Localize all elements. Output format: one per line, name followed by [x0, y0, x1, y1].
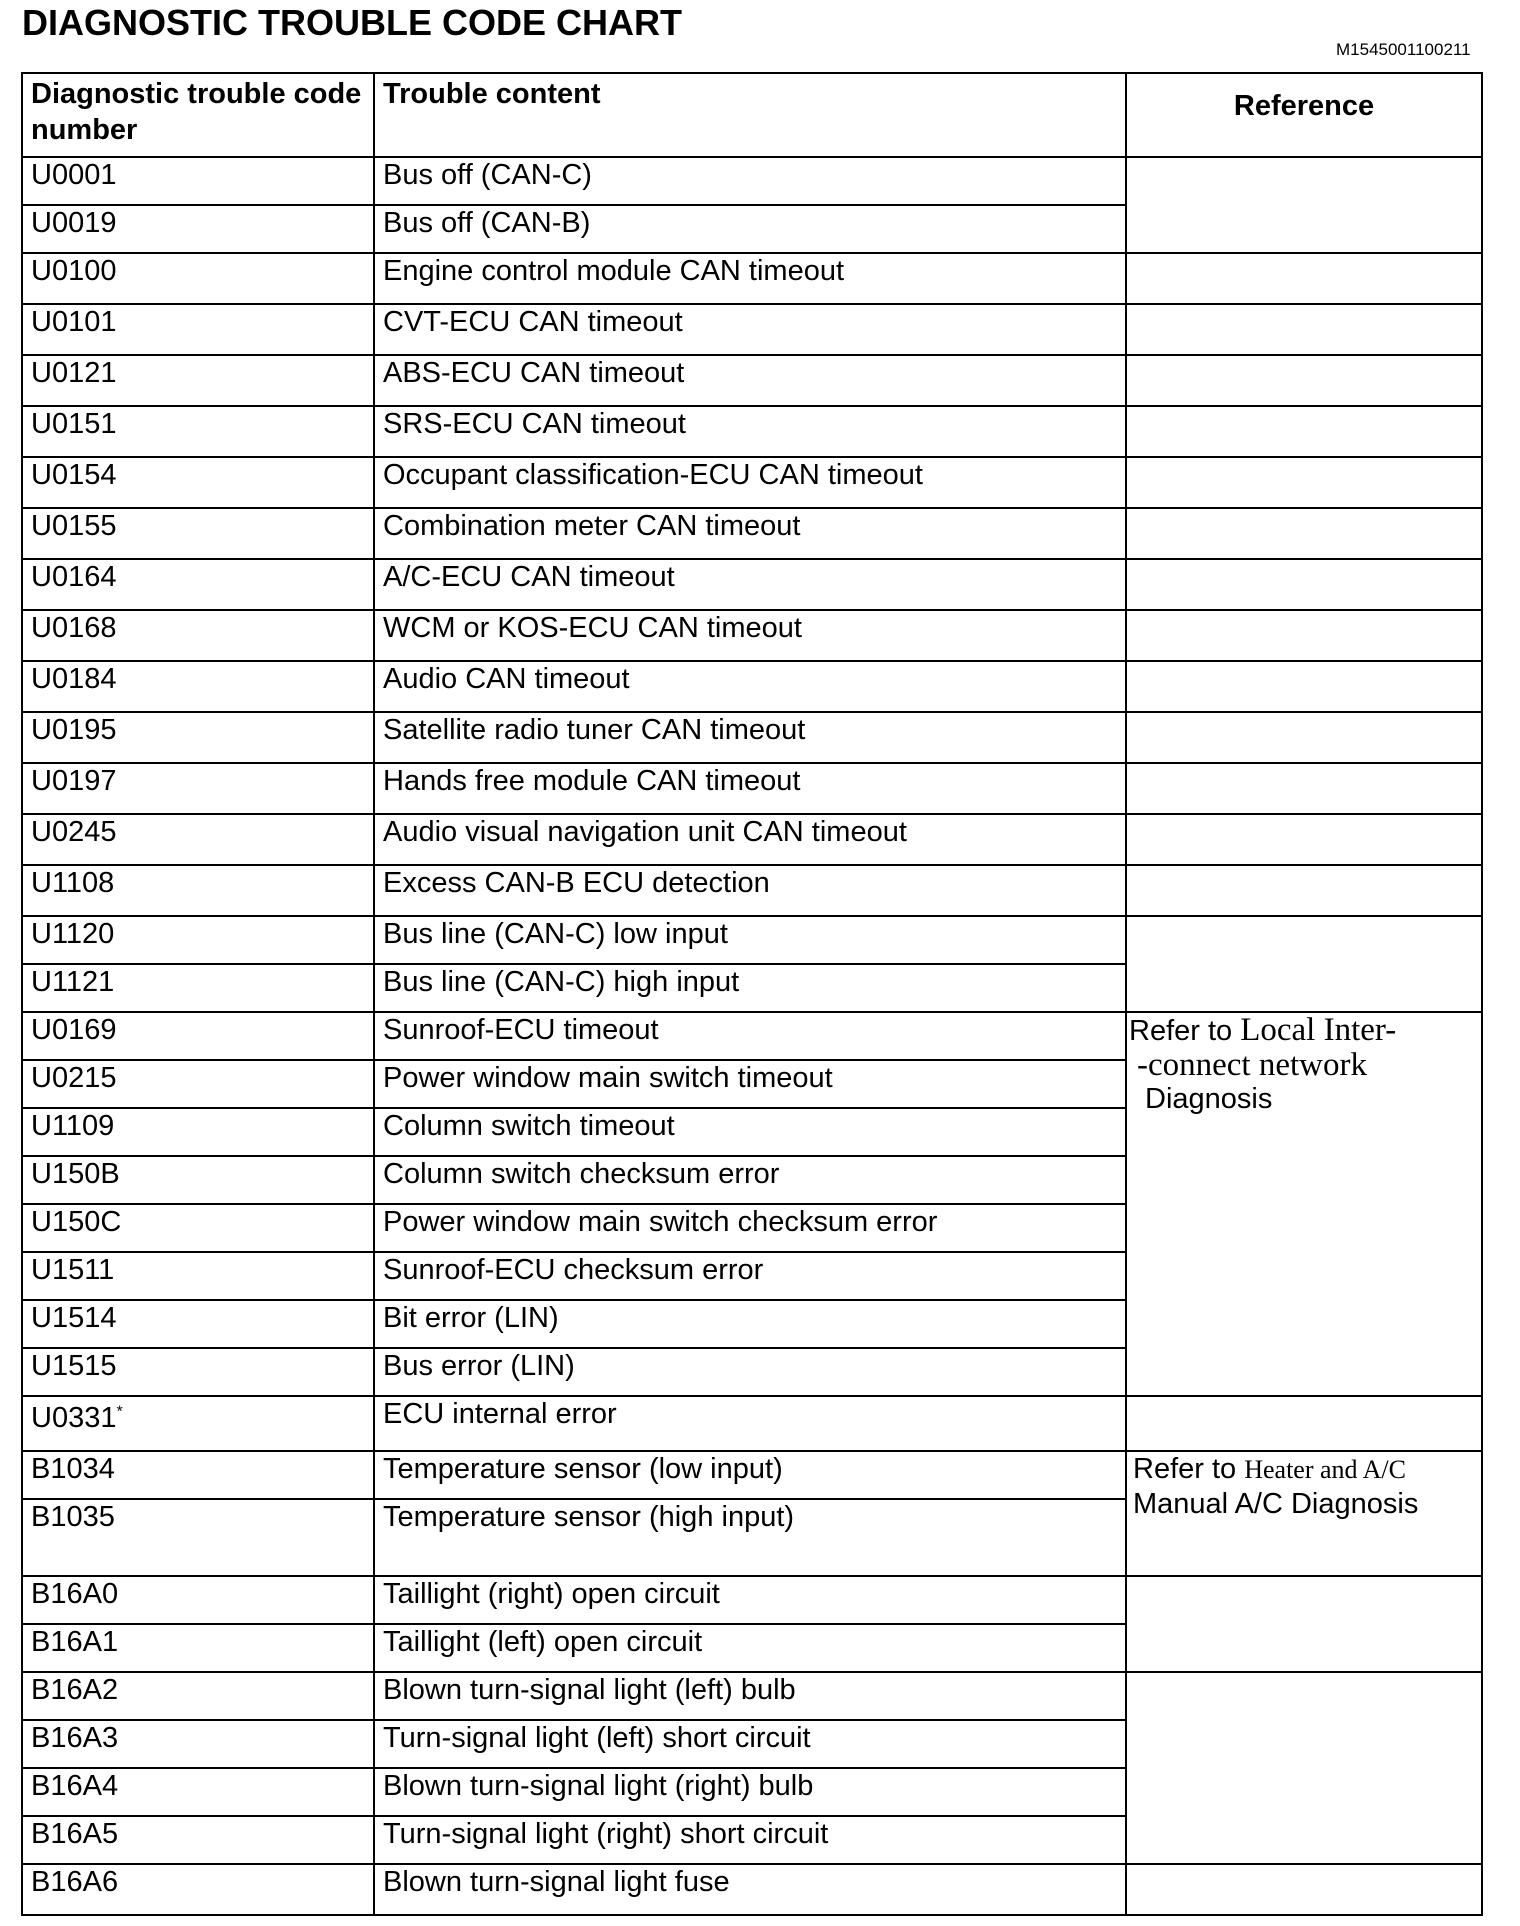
- reference-cell: [1126, 457, 1482, 508]
- code-cell: U0019: [22, 205, 374, 253]
- table-row: [22, 457, 1482, 508]
- table-row: [22, 865, 1482, 916]
- reference-cell: [1126, 559, 1482, 610]
- code-cell: B16A5: [22, 1816, 374, 1864]
- content-cell: Turn-signal light (right) short circuit: [374, 1816, 1126, 1864]
- content-cell: Bus off (CAN-B): [374, 205, 1126, 253]
- reference-cell: [1126, 253, 1482, 304]
- page-title: DIAGNOSTIC TROUBLE CODE CHART: [22, 2, 682, 43]
- code-cell: U0154: [22, 457, 374, 508]
- content-cell: Temperature sensor (high input): [374, 1499, 1126, 1576]
- code-cell: B16A0: [22, 1576, 374, 1624]
- table-row: [22, 253, 1482, 304]
- reference-cell: [1126, 406, 1482, 457]
- code-cell: B16A3: [22, 1720, 374, 1768]
- code-cell: U0195: [22, 712, 374, 763]
- code-cell: [22, 1396, 374, 1451]
- reference-prefix: Refer to: [1133, 1453, 1245, 1485]
- code-cell: U0184: [22, 661, 374, 712]
- content-cell: Sunroof-ECU timeout: [374, 1012, 1126, 1060]
- content-cell: Sunroof-ECU checksum error: [374, 1252, 1126, 1300]
- table-row: [22, 508, 1482, 559]
- code-cell: U0245: [22, 814, 374, 865]
- code-cell: U0169: [22, 1012, 374, 1060]
- code-cell: U1108: [22, 865, 374, 916]
- header-content: Trouble content: [374, 73, 1126, 157]
- code-text: U0331: [31, 1402, 117, 1434]
- reference-cell-ac: [1126, 1451, 1482, 1576]
- table-row: [22, 916, 1482, 964]
- content-cell: CVT-ECU CAN timeout: [374, 304, 1126, 355]
- code-cell: U0100: [22, 253, 374, 304]
- reference-cell: [1126, 814, 1482, 865]
- content-cell: Blown turn-signal light fuse: [374, 1864, 1126, 1915]
- reference-link-lin[interactable]: Local Inter-: [1240, 1012, 1397, 1048]
- content-cell: Excess CAN-B ECU detection: [374, 865, 1126, 916]
- code-cell: U150C: [22, 1204, 374, 1252]
- content-cell: Power window main switch timeout: [374, 1060, 1126, 1108]
- header-code: Diagnostic trouble code number: [22, 73, 374, 157]
- reference-cell: [1126, 865, 1482, 916]
- reference-suffix: Diagnosis: [1145, 1083, 1273, 1115]
- content-cell: Bus line (CAN-C) high input: [374, 964, 1126, 1012]
- content-cell: A/C-ECU CAN timeout: [374, 559, 1126, 610]
- content-cell: Audio CAN timeout: [374, 661, 1126, 712]
- content-cell: Blown turn-signal light (left) bulb: [374, 1672, 1126, 1720]
- content-cell: Engine control module CAN timeout: [374, 253, 1126, 304]
- reference-cell: [1126, 508, 1482, 559]
- table-row: [22, 1396, 1482, 1451]
- content-cell: Turn-signal light (left) short circuit: [374, 1720, 1126, 1768]
- reference-cell: [1126, 157, 1482, 253]
- reference-cell: [1126, 916, 1482, 1012]
- table-row: [22, 763, 1482, 814]
- content-cell: SRS-ECU CAN timeout: [374, 406, 1126, 457]
- reference-cell: [1126, 1672, 1482, 1864]
- table-row: [22, 355, 1482, 406]
- content-cell: Combination meter CAN timeout: [374, 508, 1126, 559]
- code-cell: B16A1: [22, 1624, 374, 1672]
- header-reference: Reference: [1126, 73, 1482, 157]
- code-cell: B16A6: [22, 1864, 374, 1915]
- footnote-mark: *: [116, 1403, 123, 1421]
- code-cell: U0001: [22, 157, 374, 205]
- content-cell: Bit error (LIN): [374, 1300, 1126, 1348]
- content-cell: Temperature sensor (low input): [374, 1451, 1126, 1499]
- reference-link-lin-continued[interactable]: -connect network: [1137, 1047, 1367, 1083]
- table-row: [22, 661, 1482, 712]
- content-cell: Blown turn-signal light (right) bulb: [374, 1768, 1126, 1816]
- table-row: [22, 610, 1482, 661]
- reference-cell: [1126, 712, 1482, 763]
- code-cell: B1035: [22, 1499, 374, 1576]
- code-cell: U0215: [22, 1060, 374, 1108]
- code-cell: U1514: [22, 1300, 374, 1348]
- content-cell: ECU internal error: [374, 1396, 1126, 1451]
- reference-suffix: Manual A/C Diagnosis: [1133, 1488, 1419, 1520]
- document-id: M1545001100211: [1336, 40, 1471, 59]
- table-row: [22, 157, 1482, 205]
- code-cell: U1120: [22, 916, 374, 964]
- reference-cell: [1126, 355, 1482, 406]
- content-cell: WCM or KOS-ECU CAN timeout: [374, 610, 1126, 661]
- content-cell: Occupant classification-ECU CAN timeout: [374, 457, 1126, 508]
- code-cell: U0121: [22, 355, 374, 406]
- code-cell: U1109: [22, 1108, 374, 1156]
- code-cell: U0164: [22, 559, 374, 610]
- table-row: [22, 712, 1482, 763]
- code-cell: U1515: [22, 1348, 374, 1396]
- content-cell: Satellite radio tuner CAN timeout: [374, 712, 1126, 763]
- code-cell: U1511: [22, 1252, 374, 1300]
- code-cell: B16A4: [22, 1768, 374, 1816]
- code-cell: U0151: [22, 406, 374, 457]
- table-row: [22, 406, 1482, 457]
- table-row: [22, 1864, 1482, 1915]
- reference-prefix: Refer to: [1129, 1015, 1241, 1047]
- table-row: [22, 1451, 1482, 1499]
- reference-cell: [1126, 1576, 1482, 1672]
- code-cell: B1034: [22, 1451, 374, 1499]
- code-cell: U0101: [22, 304, 374, 355]
- reference-cell: [1126, 304, 1482, 355]
- table-row: [22, 814, 1482, 865]
- reference-cell: [1126, 763, 1482, 814]
- header-row: [22, 73, 1482, 157]
- reference-cell: [1126, 661, 1482, 712]
- table-row: [22, 1672, 1482, 1720]
- content-cell: Bus error (LIN): [374, 1348, 1126, 1396]
- content-cell: Taillight (right) open circuit: [374, 1576, 1126, 1624]
- reference-cell-lin: [1126, 1012, 1482, 1396]
- code-cell: U150B: [22, 1156, 374, 1204]
- content-cell: Hands free module CAN timeout: [374, 763, 1126, 814]
- table-row: [22, 559, 1482, 610]
- content-cell: Bus off (CAN-C): [374, 157, 1126, 205]
- dtc-table: [21, 72, 1483, 1916]
- content-cell: Column switch timeout: [374, 1108, 1126, 1156]
- reference-cell: [1126, 1864, 1482, 1915]
- code-cell: U0168: [22, 610, 374, 661]
- table-row: [22, 1576, 1482, 1624]
- content-cell: Bus line (CAN-C) low input: [374, 916, 1126, 964]
- content-cell: Column switch checksum error: [374, 1156, 1126, 1204]
- content-cell: ABS-ECU CAN timeout: [374, 355, 1126, 406]
- code-cell: U1121: [22, 964, 374, 1012]
- reference-cell: [1126, 1396, 1482, 1451]
- reference-link-ac[interactable]: Heater and A/C: [1244, 1455, 1406, 1484]
- reference-cell: [1126, 610, 1482, 661]
- content-cell: Taillight (left) open circuit: [374, 1624, 1126, 1672]
- table-row: [22, 1012, 1482, 1060]
- code-cell: U0155: [22, 508, 374, 559]
- table-row: [22, 304, 1482, 355]
- code-cell: U0197: [22, 763, 374, 814]
- content-cell: Power window main switch checksum error: [374, 1204, 1126, 1252]
- content-cell: Audio visual navigation unit CAN timeout: [374, 814, 1126, 865]
- code-cell: B16A2: [22, 1672, 374, 1720]
